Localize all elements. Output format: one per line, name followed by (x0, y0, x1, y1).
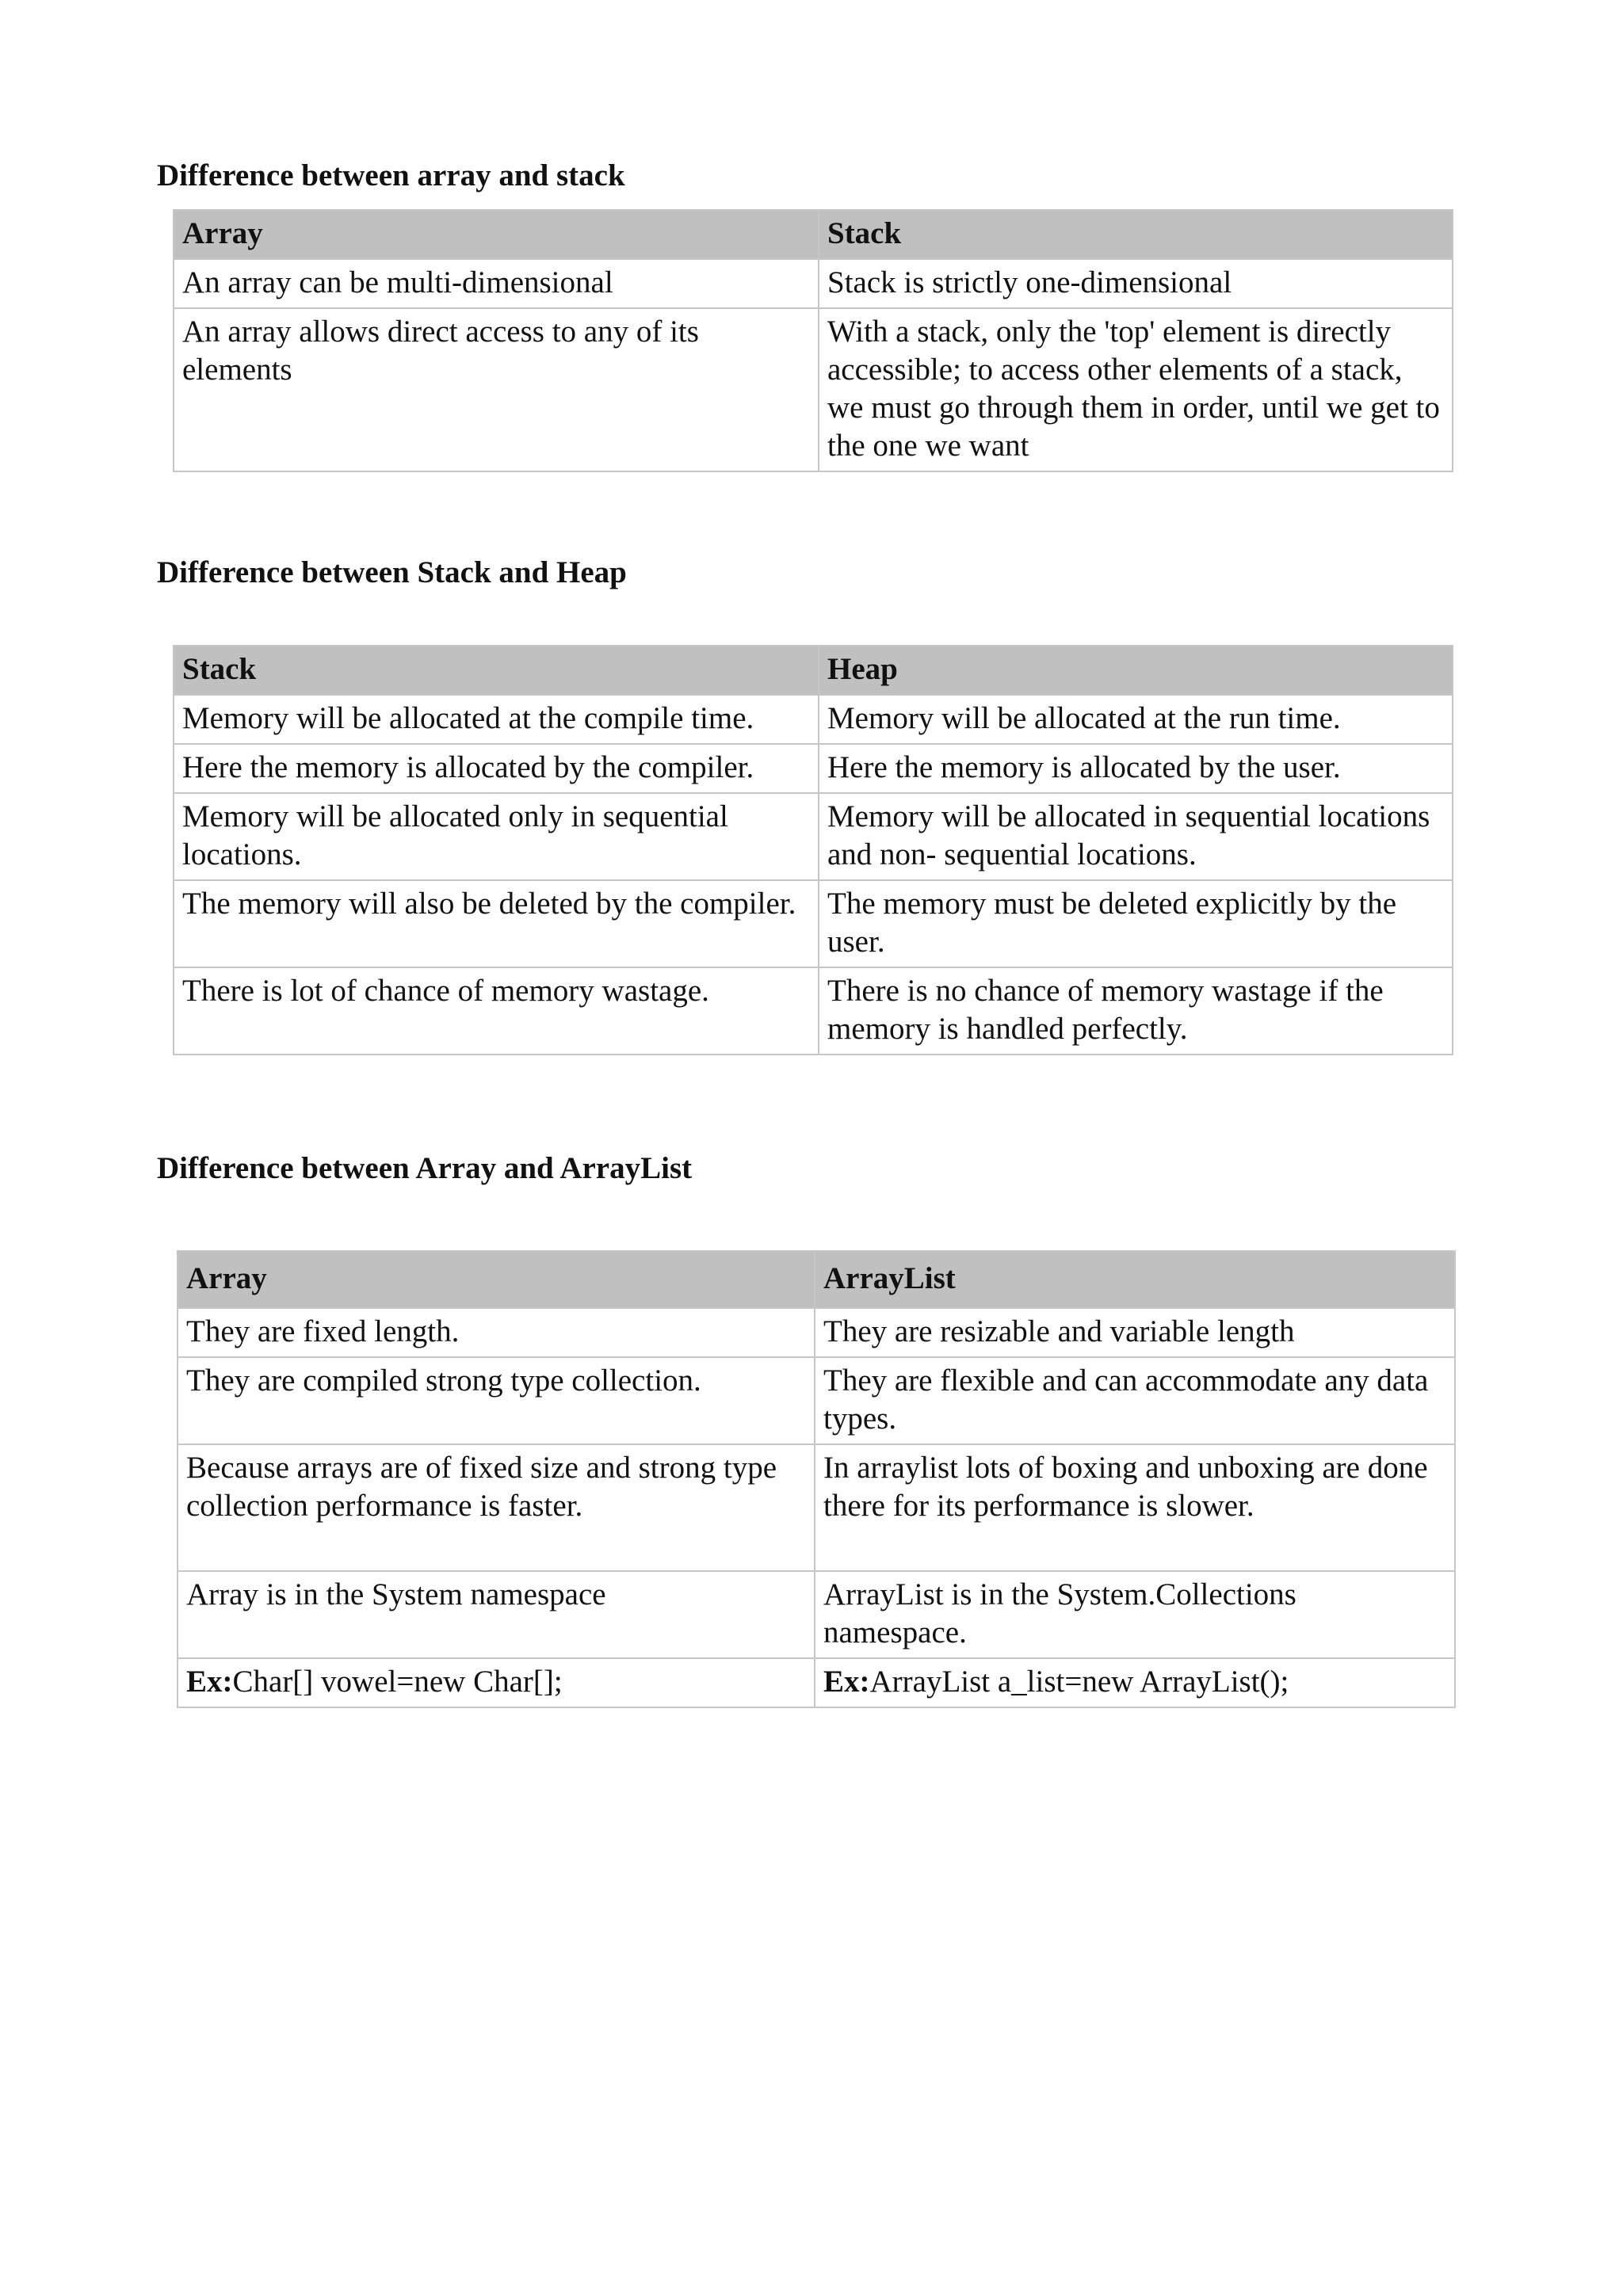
table-array-vs-stack (173, 209, 1453, 472)
table-cell: An array can be multi-dimensional (174, 259, 819, 308)
example-label: Ex: (186, 1665, 233, 1699)
example-code: ArrayList a_list=new ArrayList(); (869, 1665, 1289, 1699)
table-row (178, 1357, 1455, 1444)
table-cell: Here the memory is allocated by the user. (819, 744, 1453, 793)
table-cell: An array allows direct access to any of its elements (174, 308, 819, 471)
table-cell: ArrayList is in the System.Collections namespace. (815, 1571, 1455, 1658)
header-cell: Stack (819, 210, 1453, 259)
example-cell-left (178, 1658, 815, 1707)
table-cell: Here the memory is allocated by the compiler. (174, 744, 819, 793)
table-cell: The memory will also be deleted by the compiler. (174, 880, 819, 967)
table-row (174, 744, 1453, 793)
table-row (178, 1571, 1455, 1658)
table-row-example (178, 1658, 1455, 1707)
table-array-vs-arraylist (177, 1250, 1456, 1708)
table-cell: Memory will be allocated at the compile time. (174, 695, 819, 744)
example-cell-right (815, 1658, 1455, 1707)
table-header-row (174, 646, 1453, 695)
table-cell: They are flexible and can accommodate any data types. (815, 1357, 1455, 1444)
table-row (178, 1308, 1455, 1357)
table-row (174, 793, 1453, 880)
table-cell: They are compiled strong type collection. (178, 1357, 815, 1444)
table-cell: With a stack, only the 'top' element is directly accessible; to access other elements of a stack, we must go through them in order, until we get to the one we want (819, 308, 1453, 471)
table-row (174, 259, 1453, 308)
table-cell: They are resizable and variable length (815, 1308, 1455, 1357)
table-cell: They are fixed length. (178, 1308, 815, 1357)
section-title-array-vs-arraylist: Difference between Array and ArrayList (157, 1151, 693, 1185)
table-cell: Memory will be allocated only in sequential locations. (174, 793, 819, 880)
table-header-row (174, 210, 1453, 259)
table-cell: Memory will be allocated in sequential locations and non- sequential locations. (819, 793, 1453, 880)
table-cell: The memory must be deleted explicitly by the user. (819, 880, 1453, 967)
table-row (178, 1444, 1455, 1571)
table-row (174, 695, 1453, 744)
section-title-stack-vs-heap: Difference between Stack and Heap (157, 555, 627, 589)
header-cell: Heap (819, 646, 1453, 695)
table-cell: In arraylist lots of boxing and unboxing are done there for its performance is slower. (815, 1444, 1455, 1571)
example-code: Char[] vowel=new Char[]; (232, 1665, 563, 1699)
table-row (174, 880, 1453, 967)
table-cell: Because arrays are of fixed size and strong type collection performance is faster. (178, 1444, 815, 1571)
table-cell: Stack is strictly one-dimensional (819, 259, 1453, 308)
table-stack-vs-heap (173, 645, 1453, 1055)
header-cell: ArrayList (815, 1251, 1455, 1308)
table-cell: There is lot of chance of memory wastage. (174, 967, 819, 1055)
table-row (174, 967, 1453, 1055)
header-cell: Array (178, 1251, 815, 1308)
example-label: Ex: (823, 1665, 870, 1699)
header-cell: Stack (174, 646, 819, 695)
table-header-row (178, 1251, 1455, 1308)
section-title-array-vs-stack: Difference between array and stack (157, 158, 625, 193)
table-cell: Memory will be allocated at the run time. (819, 695, 1453, 744)
table-cell: There is no chance of memory wastage if the memory is handled perfectly. (819, 967, 1453, 1055)
header-cell: Array (174, 210, 819, 259)
table-cell: Array is in the System namespace (178, 1571, 815, 1658)
table-row (174, 308, 1453, 471)
